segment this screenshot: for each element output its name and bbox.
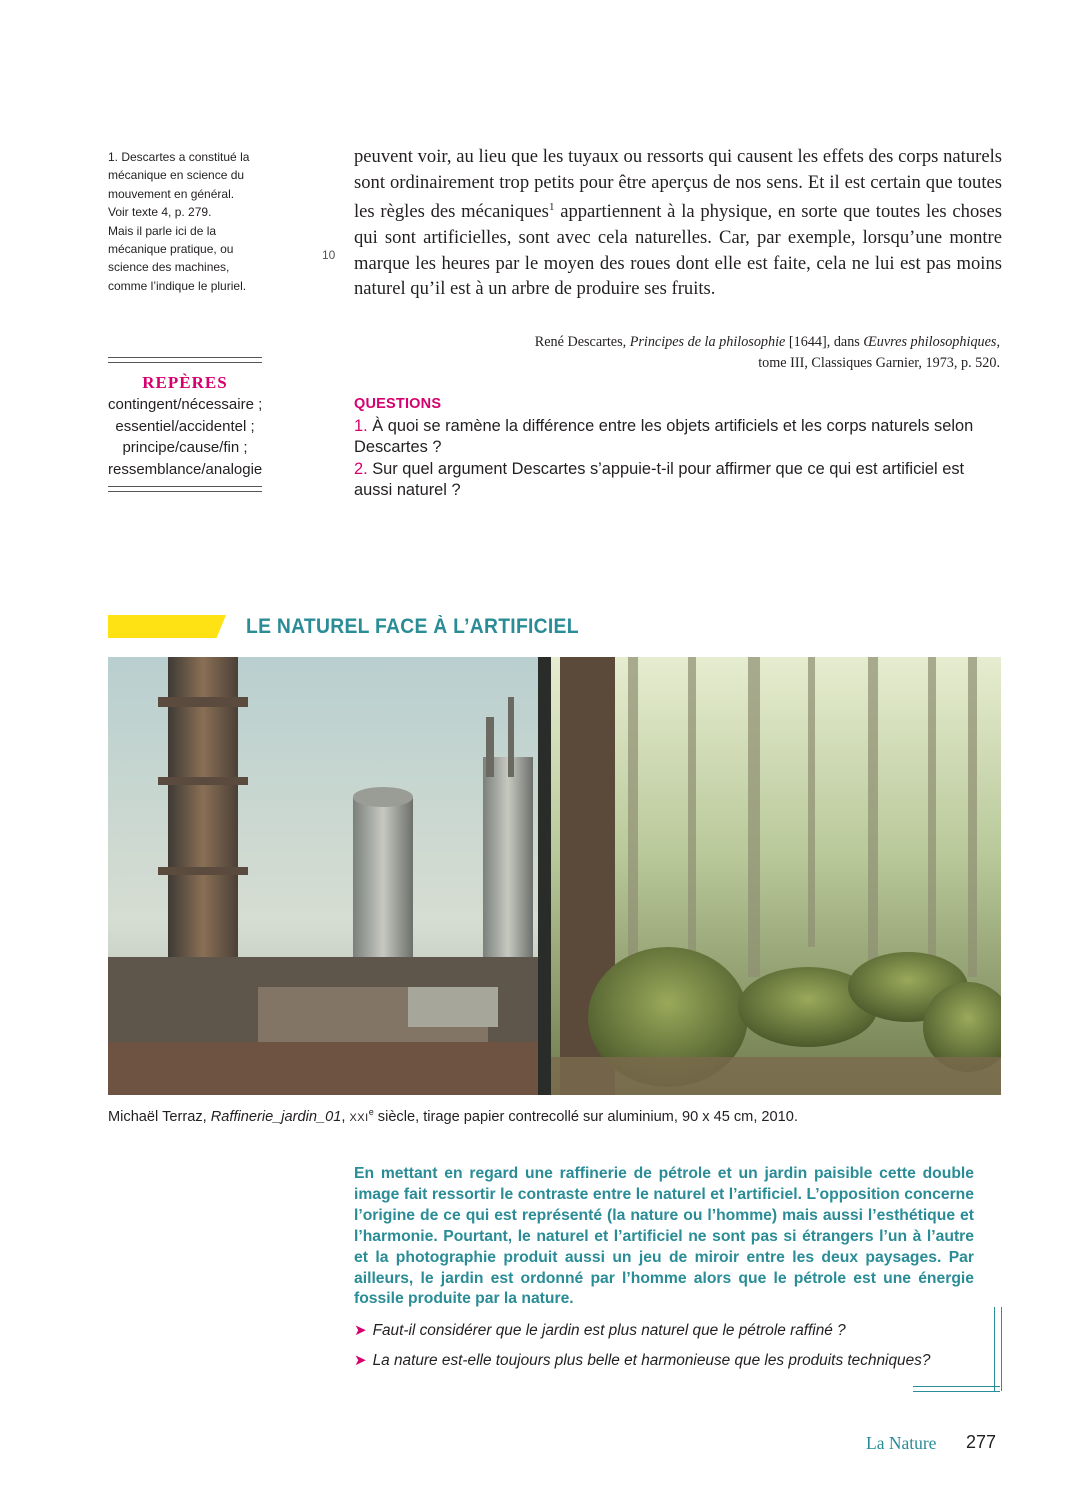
reperes-title: REPÈRES [142, 373, 228, 392]
reperes-item: essentiel/accidentel ; [115, 417, 255, 435]
citation-punct: , [996, 334, 1000, 350]
caption-title: Raffinerie_jardin_01 [210, 1108, 342, 1125]
reflection-prompts [354, 1320, 964, 1380]
triangle-right-icon: ➤ [354, 1322, 367, 1339]
reflection-prompt [354, 1350, 964, 1371]
footnote-line: mécanique en science du [108, 168, 245, 183]
prompt-text: La nature est-elle toujours plus belle et harmonieuse que les produits techniques? [372, 1352, 931, 1369]
question-item [354, 416, 1004, 459]
questions-title: QUESTIONS [354, 396, 442, 412]
caption-sep: , [341, 1108, 350, 1125]
reflection-prompt [354, 1320, 964, 1341]
reperes-item: ressemblance/analogie [108, 460, 263, 478]
question-number: 2. [354, 459, 368, 478]
caption-rest: siècle, tirage papier contrecollé sur aluminium, 90 x 45 cm, 2010. [373, 1108, 798, 1125]
heading-accent-bar [108, 615, 226, 638]
question-number: 1. [354, 416, 368, 435]
excerpt-part: appartiennent à la physique, en sorte que toutes les choses qui sont artificielles, sont avec cela naturelles. Car, par exemple, lorsqu’une montre marque les heures par le moyen des roues dont elle est faite, cela ne lui est pas moins naturel qu’il est à un arbre de produire ses fruits. [354, 201, 1002, 300]
footnote-line: Mais il parle ici de la [108, 223, 217, 238]
question-text: Sur quel argument Descartes s’appuie-t-il pour affirmer que ce qui est artificiel est aussi naturel ? [354, 459, 965, 499]
photo-caption [108, 1102, 1001, 1128]
triangle-right-icon: ➤ [354, 1352, 367, 1369]
footnote-line: science des machines, [108, 260, 230, 275]
citation-collection: Œuvres philosophiques [863, 334, 997, 350]
footnote-line: mécanique pratique, ou [108, 242, 234, 257]
citation-middle: [1644], dans [785, 334, 864, 350]
excerpt-part: peuvent voir, au lieu que les tuyaux ou ressorts qui causent les effets des corps naturels sont ordinairement trop petits pour être aperçus de nos sens. Et il est certain que toutes les règles des mécaniques [354, 146, 1002, 223]
excerpt-text [354, 144, 1002, 302]
question-item [354, 459, 1004, 502]
caption-artist: Michaël Terraz, [108, 1108, 211, 1125]
citation-line-1 [354, 332, 1000, 353]
analysis-paragraph: En mettant en regard une raffinerie de pétrole et un jardin paisible cette double image fait ressortir le contraste entre le naturel et l’artificiel. L’opposition concerne l’origine de ce qui est représenté (la nature ou l’homme) mais aussi l’esthétique et l’harmonie. Pourtant, le naturel et l’artificiel ne sont pas si étrangers l’un à l’autre et la photographie produit aussi un jeu de miroir entre les deux paysages. Par ailleurs, le jardin est ordonné par l’homme alors que le pétrole est une énergie fossile produite par la nature. [354, 1165, 974, 1308]
citation-author: René Descartes, [534, 334, 630, 350]
footnote-line: mouvement en général. [108, 186, 235, 201]
frame-corner-horizontal [913, 1386, 1000, 1392]
line-number: 10 [322, 248, 336, 262]
reperes-top-rule [108, 357, 262, 363]
reperes-item: contingent/nécessaire ; [108, 396, 263, 413]
refinery-garden-image [108, 657, 1001, 1095]
image-analysis [354, 1164, 974, 1310]
footnote-line: Voir texte 4, p. 279. [108, 205, 212, 220]
question-text: À quoi se ramène la différence entre les objets artificiels et les corps naturels selon Descartes ? [354, 416, 974, 456]
diptych-photo [108, 657, 1001, 1095]
reperes-box [108, 357, 262, 492]
footnote-line: comme l’indique le pluriel. [108, 278, 247, 293]
citation [354, 332, 1000, 374]
caption-century: XXI [349, 1111, 369, 1124]
citation-work: Principes de la philosophie [629, 334, 786, 350]
footer-chapter-title: La Nature [866, 1433, 937, 1453]
footnote-marker[interactable]: 1 [548, 201, 555, 214]
reperes-item: principe/cause/fin ; [122, 439, 248, 456]
footnote-line: 1. Descartes a constitué la [108, 150, 250, 164]
footnote [108, 148, 278, 295]
page-number: 277 [966, 1432, 997, 1452]
prompt-text: Faut-il considérer que le jardin est plus naturel que le pétrole raffiné ? [372, 1322, 846, 1339]
citation-line-2: tome III, Classiques Garnier, 1973, p. 520. [758, 355, 1000, 371]
questions-block [354, 394, 1004, 502]
reperes-list [108, 394, 262, 480]
section-heading: LE NATUREL FACE À L’ARTIFICIEL [246, 615, 579, 638]
frame-corner-vertical [994, 1307, 1002, 1391]
caption-century-sup: e [368, 1107, 374, 1117]
reperes-bottom-rule [108, 486, 262, 492]
